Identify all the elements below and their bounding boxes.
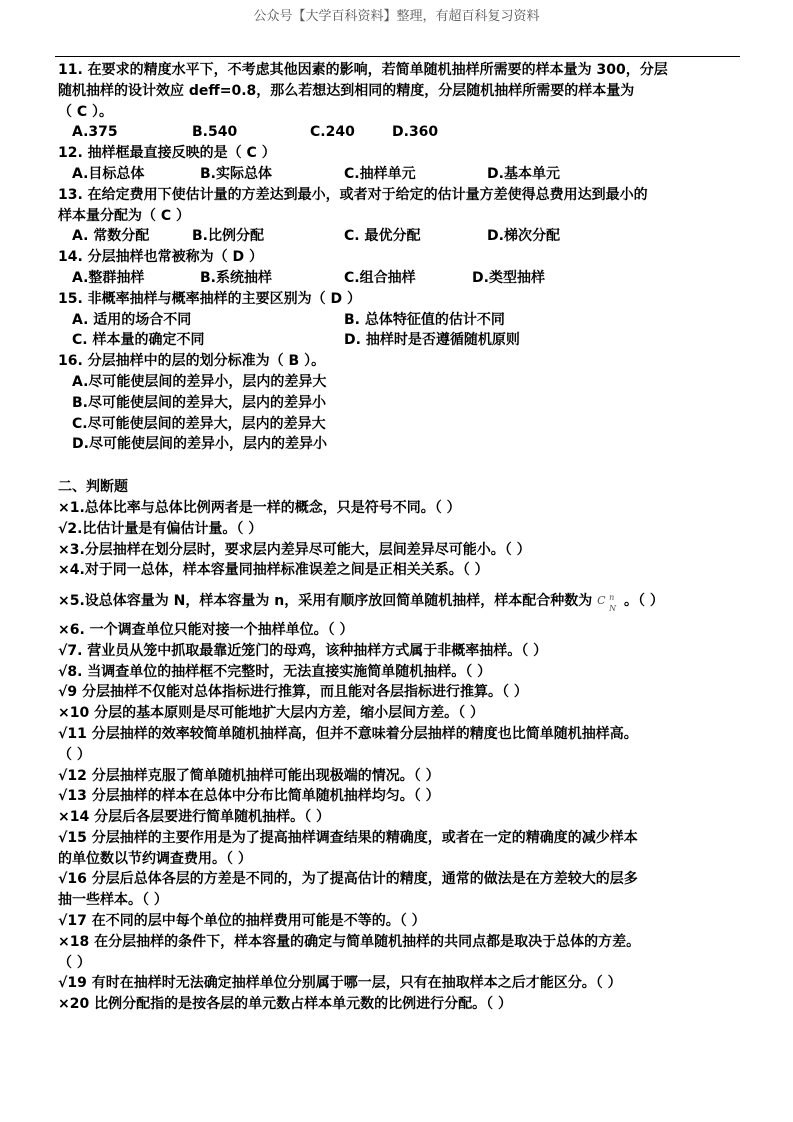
tf-item: √9 分层抽样不仅能对总体指标进行推算，而且能对各层指标进行推算。（ ） [58,684,528,701]
option: A.目标总体 [72,165,145,182]
tf-item: ×6. 一个调查单位只能对接一个抽样单位。（ ） [58,621,354,638]
option: B.尽可能使层间的差异大，层内的差异小 [72,394,326,411]
tf-item: ×4.对于同一总体，样本容量同抽样标准误差之间是正相关关系。（ ） [58,562,489,579]
question-13-line2: 样本量分配为（ C ） [58,207,191,224]
question-14-options [58,268,738,289]
option: A. 常数分配 [72,228,150,245]
option: D.360 [392,124,439,141]
combination-formula: C n N [597,593,617,614]
option: B.540 [192,124,238,141]
option: A.整群抽样 [72,269,145,286]
option: C. 样本量的确定不同 [72,332,205,349]
tf-item-continuation: （ ） [58,746,91,763]
tf-item: ×10 分层的基本原则是尽可能地扩大层内方差，缩小层间方差。（ ） [58,705,484,722]
option: C.尽可能使层间的差异大，层内的差异大 [72,415,326,432]
section-title: 二、判断题 [58,479,128,496]
tf-item-continuation: 抽一些样本。（ ） [58,892,168,909]
question-15-options-row1 [58,310,738,331]
tf-item-5-tail: 。（ ） [623,593,664,610]
tf-item: ×3.分层抽样在划分层时，要求层内差异尽可能大，层间差异尽可能小。（ ） [58,541,531,558]
option: D.基本单元 [487,165,560,182]
option: D.梯次分配 [487,228,560,245]
page-header: 公众号【大学百科资料】整理，有超百科复习资料 [253,9,540,24]
option: C. 最优分配 [344,228,421,245]
question-13-options [58,226,738,247]
tf-item: ×20 比例分配指的是按各层的单元数占样本单元数的比例进行分配。（ ） [58,996,512,1013]
option: C.240 [310,124,355,141]
option: D. 抽样时是否遵循随机原则 [344,332,520,349]
option: B.比例分配 [192,228,264,245]
tf-item-continuation: （ ） [58,954,91,971]
tf-item: ×1.总体比率与总体比例两者是一样的概念，只是符号不同。（ ） [58,499,461,516]
question-15-options-row2 [58,330,738,351]
question-11-line2: 随机抽样的设计效应 deff=0.8，那么若想达到相同的精度，分层随机抽样所需要的样本量为 [58,82,635,99]
option: C.组合抽样 [344,269,416,286]
option: D.尽可能使层间的差异小，层内的差异小 [72,436,327,453]
option: B.实际总体 [200,165,272,182]
question-12-options [58,164,738,185]
tf-item: ×18 在分层抽样的条件下，样本容量的确定与简单随机抽样的共同点都是取决于总体的方差。 [58,933,641,950]
question-11-line3: （ C ）。 [58,103,114,120]
tf-item: √12 分层抽样克服了简单随机抽样可能出现极端的情况。（ ） [58,767,440,784]
tf-item: √7. 营业员从笼中抓取最靠近笼门的母鸡，该种抽样方式属于非概率抽样。（ ） [58,642,548,659]
option: A.375 [72,124,118,141]
question-16: 16. 分层抽样中的层的划分标准为（ B ）。 [58,353,326,370]
tf-item: √15 分层抽样的主要作用是为了提高抽样调查结果的精确度，或者在一定的精确度的减少样本 [58,829,638,846]
option: A.尽可能使层间的差异小，层内的差异大 [72,373,327,390]
question-11-options [58,122,738,143]
question-14: 14. 分层抽样也常被称为（ D ） [58,249,264,266]
option: A. 适用的场合不同 [72,311,192,328]
option: B.系统抽样 [200,269,272,286]
tf-item: √13 分层抽样的样本在总体中分布比简单随机抽样均匀。（ ） [58,788,440,805]
option: D.类型抽样 [472,269,545,286]
question-11-line1: 11. 在要求的精度水平下，不考虑其他因素的影响，若简单随机抽样所需要的样本量为 300，分层 [58,62,668,78]
option: B. 总体特征值的估计不同 [344,311,505,328]
tf-item-5 [58,591,738,612]
tf-item: √19 有时在抽样时无法确定抽样单位分别属于哪一层，只有在抽取样本之后才能区分。（ ） [58,975,622,992]
question-13-line1: 13. 在给定费用下使估计量的方差达到最小，或者对于给定的估计量方差使得总费用达到最小的 [58,186,648,203]
tf-item: √8. 当调查单位的抽样框不完整时，无法直接实施简单随机抽样。（ ） [58,663,492,680]
document-body [58,60,738,1015]
tf-item-continuation: 的单位数以节约调查费用。（ ） [58,850,252,867]
tf-item: √16 分层后总体各层的方差是不同的，为了提高估计的精度，通常的做法是在方差较大的层多 [58,871,638,888]
header-rule [55,56,740,57]
question-15: 15. 非概率抽样与概率抽样的主要区别为（ D ） [58,290,362,307]
tf-item: √2.比估计量是有偏估计量。（ ） [58,520,263,537]
tf-item-5-text: ×5.设总体容量为 N，样本容量为 n，采用有顺序放回简单随机抽样，样本配合种数为 [58,593,593,610]
question-12: 12. 抽样框最直接反映的是（ C ） [58,145,276,162]
tf-item: ×14 分层后各层要进行简单随机抽样。（ ） [58,809,330,826]
tf-item: √11 分层抽样的效率较简单随机抽样高，但并不意味着分层抽样的精度也比简单随机抽样高。 [58,725,638,742]
tf-item: √17 在不同的层中每个单位的抽样费用可能是不等的。（ ） [58,913,426,930]
option: C.抽样单元 [344,165,416,182]
